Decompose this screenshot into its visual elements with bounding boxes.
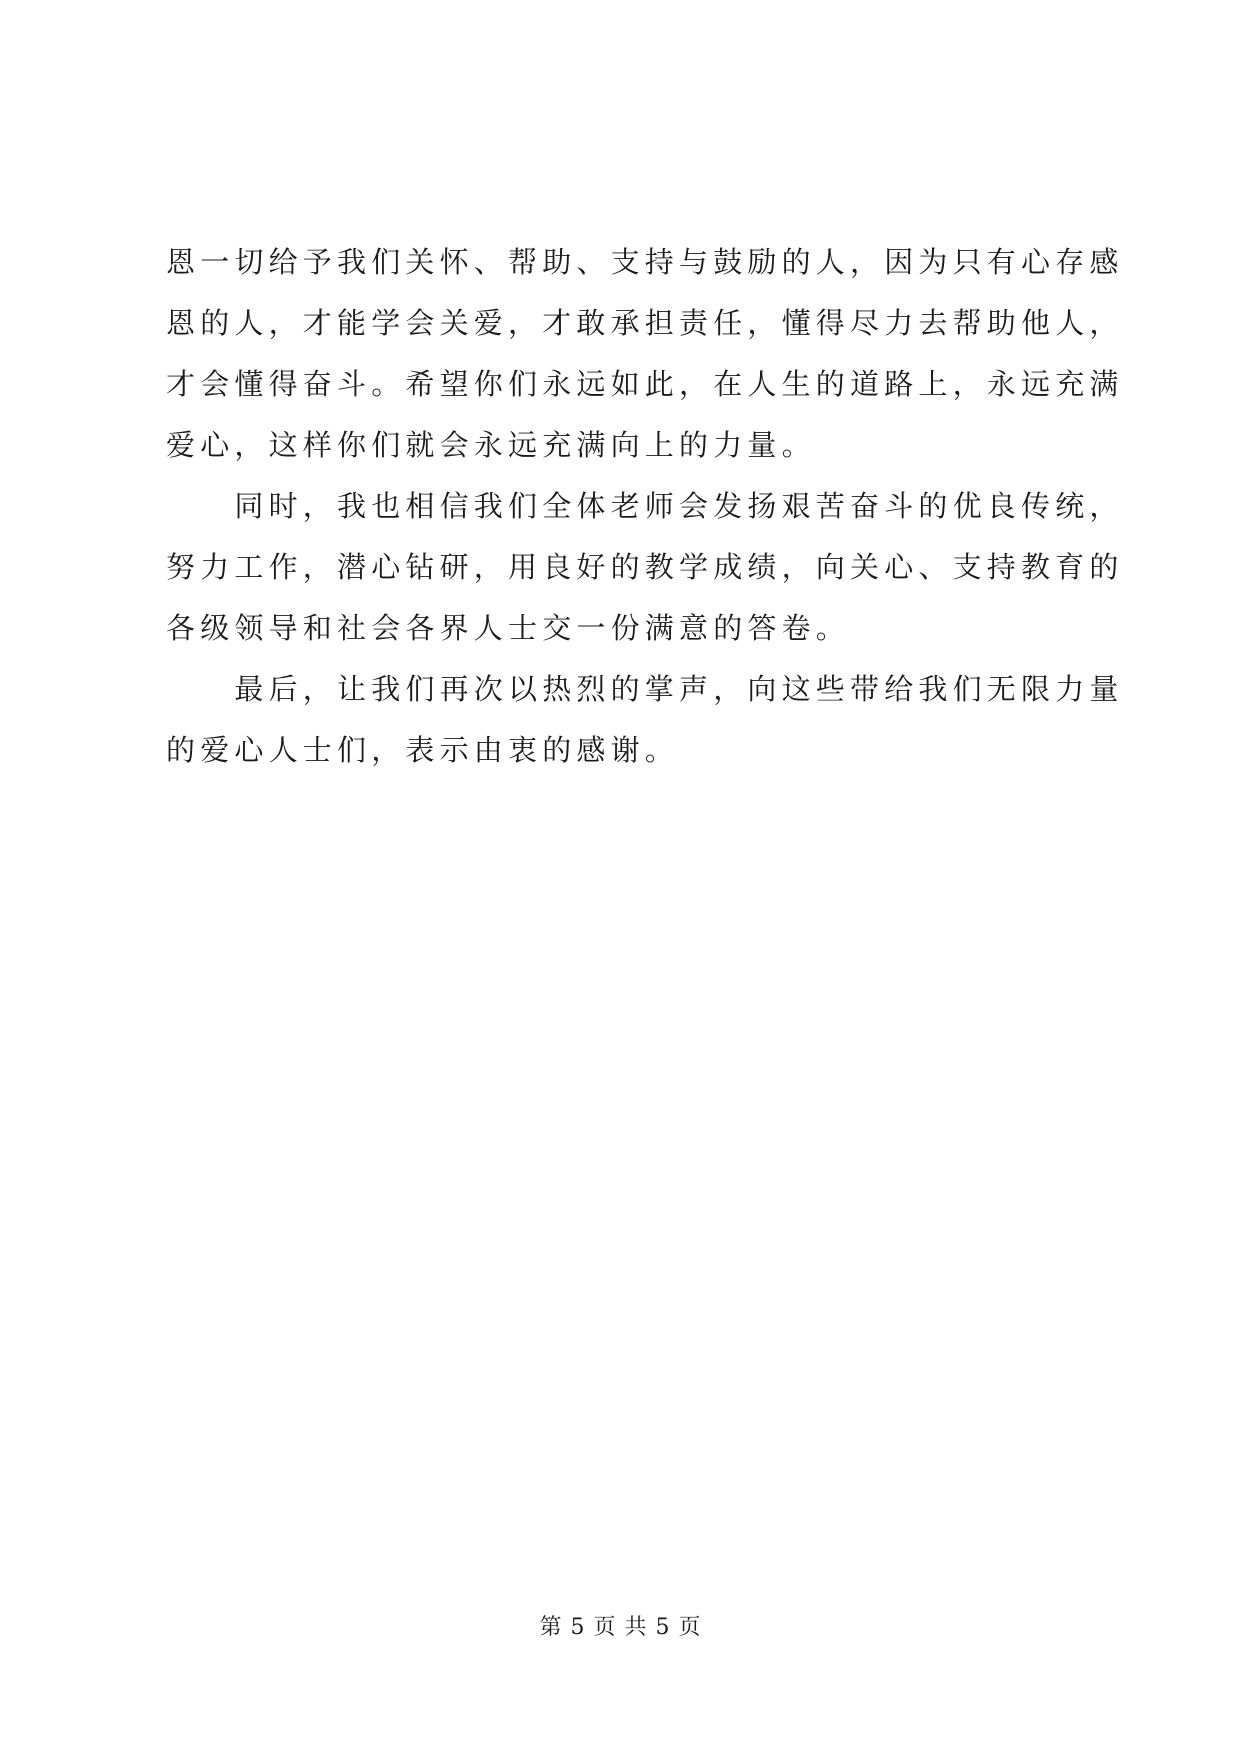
text-line: 努力工作，潜心钻研，用良好的教学成绩，向关心、支持教育的 (166, 550, 1124, 584)
text-line: 各级领导和社会各界人士交一份满意的答卷。 (166, 611, 851, 645)
text-line: 恩的人，才能学会关爱，才敢承担责任，懂得尽力去帮助他人， (166, 306, 1124, 340)
text-line: 爱心，这样你们就会永远充满向上的力量。 (166, 428, 816, 462)
page-footer (0, 1610, 1241, 1641)
body-text (166, 232, 1124, 781)
text-line: 最后，让我们再次以热烈的掌声，向这些带给我们无限力量 (166, 672, 1124, 706)
text-line: 的爱心人士们，表示由衷的感谢。 (166, 733, 680, 767)
page-number: 第 5 页 共 5 页 (539, 1615, 702, 1640)
text-line: 才会懂得奋斗。希望你们永远如此，在人生的道路上，永远充满 (166, 367, 1124, 401)
text-line: 同时，我也相信我们全体老师会发扬艰苦奋斗的优良传统， (166, 489, 1124, 523)
text-line: 恩一切给予我们关怀、帮助、支持与鼓励的人，因为只有心存感 (166, 245, 1124, 279)
